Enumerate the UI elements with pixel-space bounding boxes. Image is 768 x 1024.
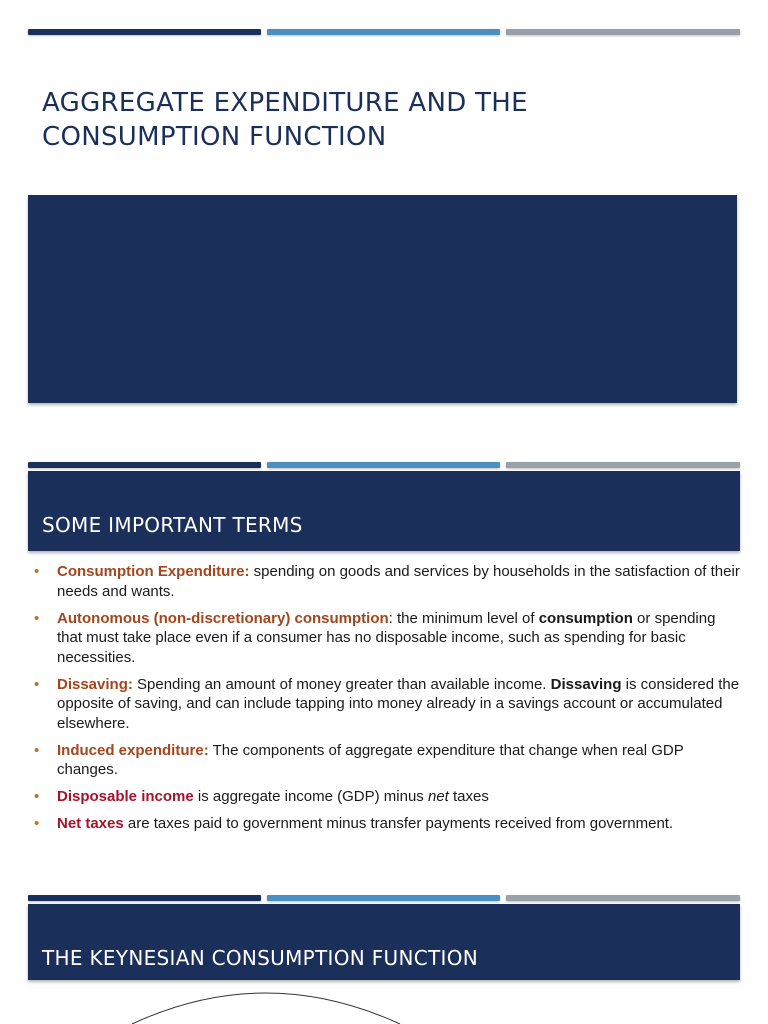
section-header-bar (28, 471, 740, 551)
list-item (34, 675, 744, 734)
term-label: Induced expenditure: (57, 741, 209, 759)
term-emphasis: net (427, 788, 449, 805)
term-definition-cont: is considered the opposite of saving, and can include tapping into money already in a savings account or accumulated elsewhere. (57, 675, 740, 732)
list-item (34, 741, 744, 780)
term-definition: spending on goods and services by households in the satisfaction of their needs and wants. (57, 563, 740, 600)
term-definition: : the minimum level of (388, 609, 539, 627)
accent-bar-navy (28, 895, 261, 901)
term-definition: Spending an amount of money greater than available income. (132, 675, 551, 693)
bullet-icon: • (34, 563, 40, 580)
bullet-icon: • (34, 815, 40, 832)
term-definition: are taxes paid to government minus transfer payments received from government. (123, 815, 674, 832)
bullet-icon: • (34, 675, 40, 693)
term-definition: The components of aggregate expenditure that change when real GDP changes. (57, 741, 684, 778)
list-item (34, 787, 744, 807)
term-emphasis: Dissaving (550, 675, 622, 693)
bullet-icon: • (34, 741, 40, 759)
accent-bar-navy (28, 29, 261, 35)
accent-bar-navy (28, 462, 261, 468)
slide-title-line-2: CONSUMPTION FUNCTION (42, 122, 387, 152)
term-emphasis: consumption (538, 609, 633, 627)
accent-bar-blue (267, 895, 500, 901)
term-label: Dissaving: (57, 675, 133, 693)
term-label: Net taxes (57, 815, 124, 832)
terms-list (34, 562, 744, 841)
slide-title-line-1: AGGREGATE EXPENDITURE AND THE (42, 88, 528, 118)
term-definition: is aggregate income (GDP) minus (193, 788, 428, 805)
term-label: Consumption Expenditure: (57, 563, 250, 580)
diagram-circle-outline (0, 980, 768, 1024)
list-item (34, 562, 744, 601)
content-panel (28, 195, 737, 403)
section-header-bar (28, 904, 740, 980)
list-item (34, 609, 744, 668)
accent-bar-gray (506, 29, 740, 35)
accent-bar-gray (506, 462, 740, 468)
section-title: THE KEYNESIAN CONSUMPTION FUNCTION (42, 946, 478, 970)
term-definition-cont: taxes (448, 788, 489, 805)
bullet-icon: • (34, 788, 40, 805)
term-definition-cont: or spending that must take place even if a consumer has no disposable income, such as spending for basic necessities. (57, 609, 716, 666)
accent-bar-gray (506, 895, 740, 901)
section-title: SOME IMPORTANT TERMS (42, 513, 303, 537)
accent-bar-blue (267, 29, 500, 35)
term-label: Disposable income (57, 788, 194, 805)
circle-arc (132, 993, 400, 1024)
accent-bar-blue (267, 462, 500, 468)
term-label: Autonomous (non-discretionary) consumption (57, 609, 389, 627)
bullet-icon: • (34, 609, 40, 627)
list-item (34, 814, 744, 834)
slide-title (42, 86, 732, 154)
